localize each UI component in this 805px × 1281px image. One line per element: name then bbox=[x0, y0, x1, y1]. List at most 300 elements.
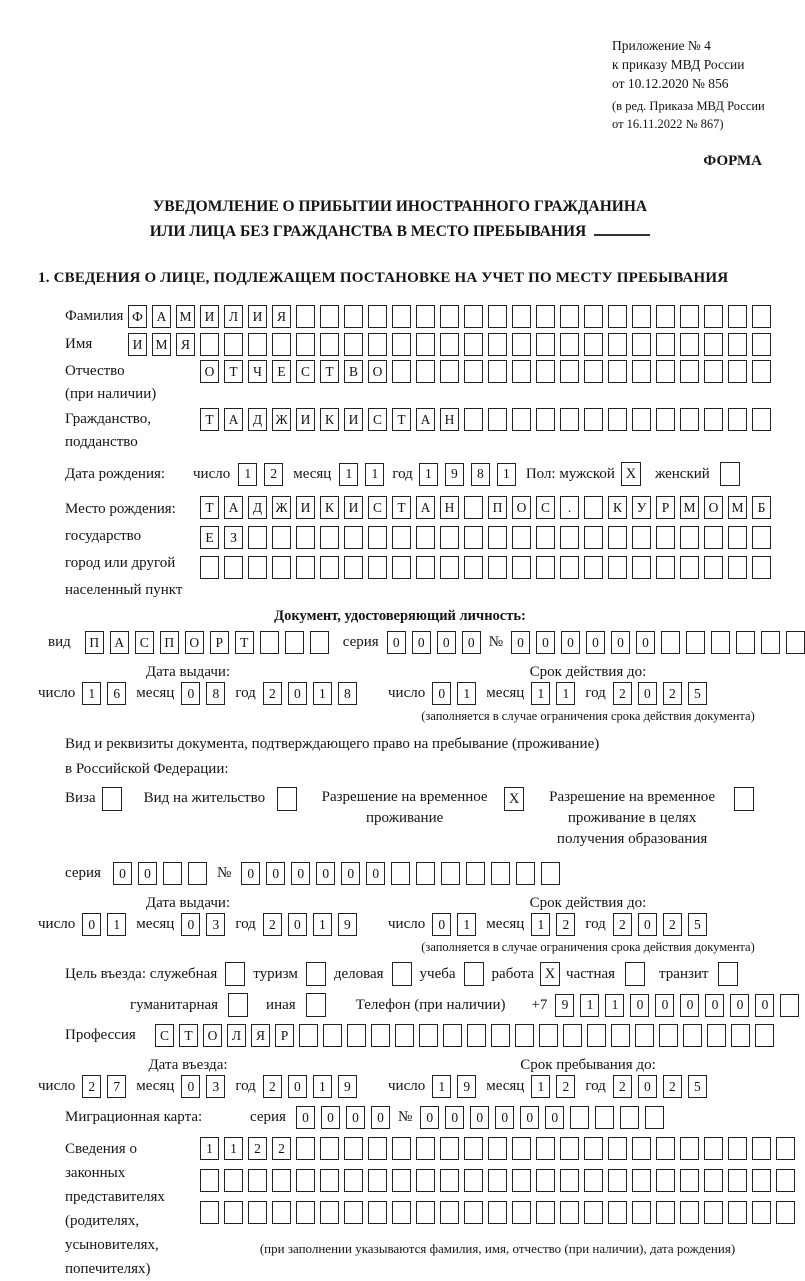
char-cell[interactable] bbox=[656, 1137, 675, 1160]
char-cell[interactable]: 2 bbox=[263, 913, 282, 936]
char-cell[interactable]: 0 bbox=[730, 994, 749, 1017]
char-cell[interactable]: 0 bbox=[636, 631, 655, 654]
char-cell[interactable] bbox=[464, 526, 483, 549]
char-cell[interactable] bbox=[608, 1137, 627, 1160]
char-cell[interactable] bbox=[707, 1024, 726, 1047]
char-cell[interactable] bbox=[272, 1169, 291, 1192]
char-cell[interactable] bbox=[344, 556, 363, 579]
char-cell[interactable]: 0 bbox=[755, 994, 774, 1017]
char-cell[interactable]: С bbox=[368, 408, 387, 431]
char-cell[interactable]: 0 bbox=[288, 913, 307, 936]
char-cell[interactable] bbox=[272, 333, 291, 356]
char-cell[interactable] bbox=[686, 631, 705, 654]
char-cell[interactable]: 0 bbox=[638, 913, 657, 936]
char-cell[interactable]: 2 bbox=[264, 463, 283, 486]
char-cell[interactable]: 0 bbox=[470, 1106, 489, 1129]
char-cell[interactable]: Т bbox=[392, 408, 411, 431]
char-cell[interactable]: И bbox=[344, 496, 363, 519]
char-cell[interactable] bbox=[536, 360, 555, 383]
char-cell[interactable] bbox=[680, 305, 699, 328]
char-cell[interactable]: 0 bbox=[366, 862, 385, 885]
char-cell[interactable] bbox=[536, 1137, 555, 1160]
char-cell[interactable]: 0 bbox=[316, 862, 335, 885]
char-cell[interactable] bbox=[608, 333, 627, 356]
char-cell[interactable] bbox=[536, 556, 555, 579]
checkbox-purpose-work[interactable]: X bbox=[540, 962, 560, 986]
char-cell[interactable]: 7 bbox=[107, 1075, 126, 1098]
char-cell[interactable] bbox=[728, 305, 747, 328]
char-cell[interactable]: 0 bbox=[181, 913, 200, 936]
char-cell[interactable] bbox=[512, 556, 531, 579]
char-cell[interactable]: Р bbox=[656, 496, 675, 519]
char-cell[interactable]: 0 bbox=[291, 862, 310, 885]
char-cell[interactable] bbox=[584, 1169, 603, 1192]
char-cell[interactable]: 1 bbox=[531, 913, 550, 936]
char-cell[interactable]: 2 bbox=[663, 682, 682, 705]
char-cell[interactable] bbox=[632, 1169, 651, 1192]
char-cell[interactable] bbox=[296, 305, 315, 328]
char-cell[interactable] bbox=[656, 526, 675, 549]
char-cell[interactable] bbox=[512, 360, 531, 383]
char-cell[interactable] bbox=[680, 556, 699, 579]
char-cell[interactable] bbox=[776, 1201, 795, 1224]
char-cell[interactable]: М bbox=[680, 496, 699, 519]
char-cell[interactable] bbox=[584, 1137, 603, 1160]
char-cell[interactable]: 0 bbox=[705, 994, 724, 1017]
char-cell[interactable] bbox=[440, 1137, 459, 1160]
char-cell[interactable]: Н bbox=[440, 408, 459, 431]
char-cell[interactable] bbox=[752, 408, 771, 431]
char-cell[interactable]: О bbox=[185, 631, 204, 654]
char-cell[interactable] bbox=[563, 1024, 582, 1047]
char-cell[interactable]: С bbox=[155, 1024, 174, 1047]
char-cell[interactable] bbox=[584, 305, 603, 328]
char-cell[interactable] bbox=[416, 1201, 435, 1224]
char-cell[interactable] bbox=[632, 526, 651, 549]
char-cell[interactable]: 0 bbox=[288, 682, 307, 705]
char-cell[interactable] bbox=[368, 526, 387, 549]
char-cell[interactable] bbox=[344, 333, 363, 356]
char-cell[interactable] bbox=[536, 305, 555, 328]
char-cell[interactable]: 1 bbox=[313, 682, 332, 705]
char-cell[interactable] bbox=[344, 1169, 363, 1192]
char-cell[interactable] bbox=[368, 1201, 387, 1224]
char-cell[interactable]: А bbox=[152, 305, 171, 328]
char-cell[interactable] bbox=[752, 333, 771, 356]
char-cell[interactable] bbox=[464, 1201, 483, 1224]
char-cell[interactable] bbox=[310, 631, 329, 654]
char-cell[interactable] bbox=[512, 408, 531, 431]
char-cell[interactable] bbox=[728, 1201, 747, 1224]
char-cell[interactable] bbox=[248, 333, 267, 356]
char-cell[interactable]: Т bbox=[392, 496, 411, 519]
char-cell[interactable]: Д bbox=[248, 496, 267, 519]
char-cell[interactable] bbox=[416, 305, 435, 328]
char-cell[interactable]: 2 bbox=[82, 1075, 101, 1098]
char-cell[interactable]: В bbox=[344, 360, 363, 383]
char-cell[interactable]: 0 bbox=[288, 1075, 307, 1098]
char-cell[interactable]: Я bbox=[272, 305, 291, 328]
char-cell[interactable] bbox=[440, 526, 459, 549]
checkbox-sex-male[interactable]: X bbox=[621, 462, 641, 486]
char-cell[interactable]: 1 bbox=[531, 1075, 550, 1098]
char-cell[interactable]: 0 bbox=[82, 913, 101, 936]
char-cell[interactable] bbox=[536, 333, 555, 356]
char-cell[interactable]: 0 bbox=[296, 1106, 315, 1129]
char-cell[interactable] bbox=[466, 862, 485, 885]
char-cell[interactable]: О bbox=[203, 1024, 222, 1047]
char-cell[interactable]: 0 bbox=[520, 1106, 539, 1129]
char-cell[interactable]: П bbox=[488, 496, 507, 519]
char-cell[interactable] bbox=[344, 1201, 363, 1224]
char-cell[interactable]: 8 bbox=[338, 682, 357, 705]
char-cell[interactable]: М bbox=[152, 333, 171, 356]
char-cell[interactable]: 0 bbox=[495, 1106, 514, 1129]
checkbox-temp-residence-edu[interactable] bbox=[734, 787, 754, 811]
char-cell[interactable]: 0 bbox=[321, 1106, 340, 1129]
char-cell[interactable]: 2 bbox=[613, 913, 632, 936]
char-cell[interactable]: 1 bbox=[605, 994, 624, 1017]
char-cell[interactable] bbox=[512, 526, 531, 549]
char-cell[interactable]: 8 bbox=[206, 682, 225, 705]
char-cell[interactable] bbox=[368, 1137, 387, 1160]
checkbox-purpose-official[interactable] bbox=[225, 962, 245, 986]
char-cell[interactable] bbox=[392, 305, 411, 328]
char-cell[interactable]: А bbox=[110, 631, 129, 654]
char-cell[interactable] bbox=[584, 408, 603, 431]
char-cell[interactable]: З bbox=[224, 526, 243, 549]
char-cell[interactable] bbox=[392, 1137, 411, 1160]
char-cell[interactable] bbox=[728, 408, 747, 431]
char-cell[interactable] bbox=[680, 1137, 699, 1160]
char-cell[interactable]: 0 bbox=[113, 862, 132, 885]
checkbox-temp-residence[interactable]: X bbox=[504, 787, 524, 811]
char-cell[interactable]: 5 bbox=[688, 913, 707, 936]
char-cell[interactable]: 9 bbox=[338, 913, 357, 936]
char-cell[interactable] bbox=[608, 305, 627, 328]
char-cell[interactable] bbox=[776, 1169, 795, 1192]
char-cell[interactable] bbox=[248, 556, 267, 579]
char-cell[interactable] bbox=[680, 360, 699, 383]
char-cell[interactable] bbox=[467, 1024, 486, 1047]
char-cell[interactable] bbox=[320, 333, 339, 356]
char-cell[interactable] bbox=[320, 1169, 339, 1192]
char-cell[interactable]: 1 bbox=[313, 1075, 332, 1098]
char-cell[interactable]: 0 bbox=[341, 862, 360, 885]
char-cell[interactable] bbox=[188, 862, 207, 885]
char-cell[interactable]: А bbox=[224, 496, 243, 519]
checkbox-purpose-humanitarian[interactable] bbox=[228, 993, 248, 1017]
char-cell[interactable]: 0 bbox=[445, 1106, 464, 1129]
char-cell[interactable] bbox=[163, 862, 182, 885]
char-cell[interactable] bbox=[464, 556, 483, 579]
char-cell[interactable] bbox=[296, 1201, 315, 1224]
char-cell[interactable]: 0 bbox=[266, 862, 285, 885]
char-cell[interactable] bbox=[656, 556, 675, 579]
char-cell[interactable] bbox=[584, 1201, 603, 1224]
char-cell[interactable]: 1 bbox=[457, 913, 476, 936]
char-cell[interactable] bbox=[680, 333, 699, 356]
char-cell[interactable] bbox=[728, 1169, 747, 1192]
char-cell[interactable]: 0 bbox=[630, 994, 649, 1017]
char-cell[interactable]: 0 bbox=[638, 1075, 657, 1098]
char-cell[interactable]: К bbox=[320, 496, 339, 519]
char-cell[interactable] bbox=[416, 360, 435, 383]
char-cell[interactable] bbox=[464, 496, 483, 519]
char-cell[interactable] bbox=[391, 862, 410, 885]
char-cell[interactable] bbox=[441, 862, 460, 885]
char-cell[interactable] bbox=[344, 526, 363, 549]
char-cell[interactable] bbox=[536, 1169, 555, 1192]
char-cell[interactable] bbox=[200, 1201, 219, 1224]
char-cell[interactable] bbox=[464, 408, 483, 431]
char-cell[interactable]: М bbox=[176, 305, 195, 328]
char-cell[interactable] bbox=[731, 1024, 750, 1047]
char-cell[interactable] bbox=[656, 360, 675, 383]
char-cell[interactable] bbox=[347, 1024, 366, 1047]
char-cell[interactable] bbox=[704, 1169, 723, 1192]
char-cell[interactable] bbox=[488, 1201, 507, 1224]
char-cell[interactable]: 1 bbox=[82, 682, 101, 705]
char-cell[interactable] bbox=[704, 1201, 723, 1224]
char-cell[interactable] bbox=[560, 305, 579, 328]
char-cell[interactable] bbox=[536, 526, 555, 549]
char-cell[interactable]: 0 bbox=[611, 631, 630, 654]
char-cell[interactable] bbox=[704, 1137, 723, 1160]
char-cell[interactable] bbox=[608, 526, 627, 549]
char-cell[interactable] bbox=[659, 1024, 678, 1047]
char-cell[interactable] bbox=[272, 526, 291, 549]
char-cell[interactable] bbox=[464, 1169, 483, 1192]
char-cell[interactable] bbox=[632, 1201, 651, 1224]
char-cell[interactable] bbox=[635, 1024, 654, 1047]
char-cell[interactable] bbox=[632, 556, 651, 579]
char-cell[interactable]: 1 bbox=[497, 463, 516, 486]
char-cell[interactable]: 0 bbox=[511, 631, 530, 654]
char-cell[interactable] bbox=[656, 1169, 675, 1192]
checkbox-purpose-business[interactable] bbox=[392, 962, 412, 986]
checkbox-residence-permit[interactable] bbox=[277, 787, 297, 811]
char-cell[interactable]: 2 bbox=[556, 1075, 575, 1098]
char-cell[interactable]: Р bbox=[275, 1024, 294, 1047]
char-cell[interactable]: С bbox=[296, 360, 315, 383]
checkbox-purpose-transit[interactable] bbox=[718, 962, 738, 986]
char-cell[interactable]: 2 bbox=[556, 913, 575, 936]
char-cell[interactable] bbox=[656, 333, 675, 356]
char-cell[interactable] bbox=[464, 1137, 483, 1160]
char-cell[interactable] bbox=[704, 408, 723, 431]
char-cell[interactable] bbox=[560, 1169, 579, 1192]
char-cell[interactable]: Т bbox=[320, 360, 339, 383]
char-cell[interactable]: С bbox=[135, 631, 154, 654]
char-cell[interactable]: 1 bbox=[432, 1075, 451, 1098]
char-cell[interactable] bbox=[285, 631, 304, 654]
char-cell[interactable] bbox=[752, 1137, 771, 1160]
char-cell[interactable] bbox=[488, 408, 507, 431]
char-cell[interactable] bbox=[512, 1169, 531, 1192]
char-cell[interactable] bbox=[752, 1169, 771, 1192]
char-cell[interactable] bbox=[560, 526, 579, 549]
char-cell[interactable]: Л bbox=[224, 305, 243, 328]
char-cell[interactable] bbox=[584, 333, 603, 356]
char-cell[interactable] bbox=[392, 333, 411, 356]
char-cell[interactable] bbox=[704, 526, 723, 549]
char-cell[interactable] bbox=[560, 556, 579, 579]
char-cell[interactable]: 5 bbox=[688, 1075, 707, 1098]
char-cell[interactable] bbox=[200, 333, 219, 356]
char-cell[interactable]: 2 bbox=[248, 1137, 267, 1160]
char-cell[interactable] bbox=[755, 1024, 774, 1047]
char-cell[interactable]: Ж bbox=[272, 496, 291, 519]
char-cell[interactable]: Ф bbox=[128, 305, 147, 328]
char-cell[interactable] bbox=[786, 631, 805, 654]
char-cell[interactable] bbox=[683, 1024, 702, 1047]
char-cell[interactable] bbox=[344, 1137, 363, 1160]
char-cell[interactable]: 2 bbox=[663, 1075, 682, 1098]
char-cell[interactable]: 8 bbox=[471, 463, 490, 486]
char-cell[interactable] bbox=[704, 333, 723, 356]
char-cell[interactable]: 1 bbox=[200, 1137, 219, 1160]
char-cell[interactable] bbox=[645, 1106, 664, 1129]
char-cell[interactable]: Я bbox=[251, 1024, 270, 1047]
char-cell[interactable]: Т bbox=[200, 496, 219, 519]
char-cell[interactable]: 2 bbox=[613, 1075, 632, 1098]
char-cell[interactable] bbox=[371, 1024, 390, 1047]
char-cell[interactable] bbox=[728, 360, 747, 383]
char-cell[interactable] bbox=[368, 333, 387, 356]
char-cell[interactable] bbox=[488, 333, 507, 356]
char-cell[interactable] bbox=[224, 1201, 243, 1224]
char-cell[interactable]: 1 bbox=[457, 682, 476, 705]
char-cell[interactable] bbox=[752, 305, 771, 328]
char-cell[interactable]: 0 bbox=[536, 631, 555, 654]
char-cell[interactable] bbox=[704, 360, 723, 383]
char-cell[interactable]: 0 bbox=[346, 1106, 365, 1129]
char-cell[interactable] bbox=[584, 496, 603, 519]
char-cell[interactable] bbox=[272, 1201, 291, 1224]
char-cell[interactable]: 2 bbox=[613, 682, 632, 705]
char-cell[interactable]: О bbox=[512, 496, 531, 519]
char-cell[interactable] bbox=[488, 1137, 507, 1160]
char-cell[interactable] bbox=[368, 556, 387, 579]
char-cell[interactable] bbox=[536, 1201, 555, 1224]
char-cell[interactable]: И bbox=[296, 496, 315, 519]
char-cell[interactable] bbox=[608, 1201, 627, 1224]
char-cell[interactable]: О bbox=[704, 496, 723, 519]
char-cell[interactable] bbox=[611, 1024, 630, 1047]
char-cell[interactable] bbox=[512, 305, 531, 328]
char-cell[interactable] bbox=[541, 862, 560, 885]
char-cell[interactable]: 0 bbox=[181, 1075, 200, 1098]
char-cell[interactable] bbox=[656, 408, 675, 431]
char-cell[interactable] bbox=[416, 333, 435, 356]
char-cell[interactable] bbox=[752, 526, 771, 549]
char-cell[interactable]: 0 bbox=[412, 631, 431, 654]
char-cell[interactable]: С bbox=[368, 496, 387, 519]
checkbox-purpose-private[interactable] bbox=[625, 962, 645, 986]
char-cell[interactable] bbox=[632, 360, 651, 383]
char-cell[interactable] bbox=[248, 1201, 267, 1224]
char-cell[interactable] bbox=[620, 1106, 639, 1129]
char-cell[interactable]: И bbox=[296, 408, 315, 431]
char-cell[interactable]: 1 bbox=[238, 463, 257, 486]
char-cell[interactable] bbox=[440, 1169, 459, 1192]
char-cell[interactable]: 0 bbox=[680, 994, 699, 1017]
char-cell[interactable]: 1 bbox=[556, 682, 575, 705]
char-cell[interactable] bbox=[570, 1106, 589, 1129]
char-cell[interactable]: 0 bbox=[432, 913, 451, 936]
char-cell[interactable] bbox=[440, 556, 459, 579]
char-cell[interactable]: 1 bbox=[224, 1137, 243, 1160]
char-cell[interactable] bbox=[440, 1201, 459, 1224]
char-cell[interactable]: 1 bbox=[365, 463, 384, 486]
char-cell[interactable] bbox=[560, 408, 579, 431]
char-cell[interactable] bbox=[392, 1169, 411, 1192]
char-cell[interactable]: С bbox=[536, 496, 555, 519]
char-cell[interactable] bbox=[272, 556, 291, 579]
char-cell[interactable]: Т bbox=[224, 360, 243, 383]
char-cell[interactable] bbox=[488, 305, 507, 328]
char-cell[interactable] bbox=[464, 305, 483, 328]
char-cell[interactable]: Р bbox=[210, 631, 229, 654]
char-cell[interactable] bbox=[224, 556, 243, 579]
char-cell[interactable] bbox=[443, 1024, 462, 1047]
char-cell[interactable]: Я bbox=[176, 333, 195, 356]
char-cell[interactable]: 6 bbox=[107, 682, 126, 705]
char-cell[interactable] bbox=[539, 1024, 558, 1047]
char-cell[interactable]: Е bbox=[200, 526, 219, 549]
char-cell[interactable] bbox=[464, 360, 483, 383]
char-cell[interactable] bbox=[656, 305, 675, 328]
char-cell[interactable]: 0 bbox=[655, 994, 674, 1017]
char-cell[interactable]: 9 bbox=[338, 1075, 357, 1098]
char-cell[interactable] bbox=[488, 556, 507, 579]
char-cell[interactable]: А bbox=[224, 408, 243, 431]
char-cell[interactable]: 0 bbox=[462, 631, 481, 654]
char-cell[interactable]: 2 bbox=[263, 1075, 282, 1098]
char-cell[interactable] bbox=[536, 408, 555, 431]
char-cell[interactable] bbox=[392, 360, 411, 383]
char-cell[interactable]: . bbox=[560, 496, 579, 519]
checkbox-purpose-other[interactable] bbox=[306, 993, 326, 1017]
char-cell[interactable] bbox=[416, 1169, 435, 1192]
char-cell[interactable]: У bbox=[632, 496, 651, 519]
char-cell[interactable]: 1 bbox=[107, 913, 126, 936]
char-cell[interactable]: 1 bbox=[313, 913, 332, 936]
char-cell[interactable] bbox=[416, 526, 435, 549]
char-cell[interactable]: 9 bbox=[555, 994, 574, 1017]
char-cell[interactable]: 9 bbox=[445, 463, 464, 486]
char-cell[interactable] bbox=[704, 556, 723, 579]
char-cell[interactable] bbox=[296, 1169, 315, 1192]
char-cell[interactable]: М bbox=[728, 496, 747, 519]
char-cell[interactable]: 0 bbox=[387, 631, 406, 654]
char-cell[interactable] bbox=[368, 1169, 387, 1192]
char-cell[interactable] bbox=[392, 556, 411, 579]
char-cell[interactable] bbox=[392, 1201, 411, 1224]
char-cell[interactable]: 2 bbox=[263, 682, 282, 705]
char-cell[interactable] bbox=[584, 360, 603, 383]
char-cell[interactable] bbox=[608, 556, 627, 579]
char-cell[interactable] bbox=[320, 1201, 339, 1224]
char-cell[interactable] bbox=[320, 305, 339, 328]
char-cell[interactable] bbox=[516, 862, 535, 885]
char-cell[interactable]: 0 bbox=[545, 1106, 564, 1129]
char-cell[interactable] bbox=[632, 305, 651, 328]
char-cell[interactable]: 2 bbox=[272, 1137, 291, 1160]
char-cell[interactable] bbox=[416, 1137, 435, 1160]
char-cell[interactable]: 0 bbox=[432, 682, 451, 705]
